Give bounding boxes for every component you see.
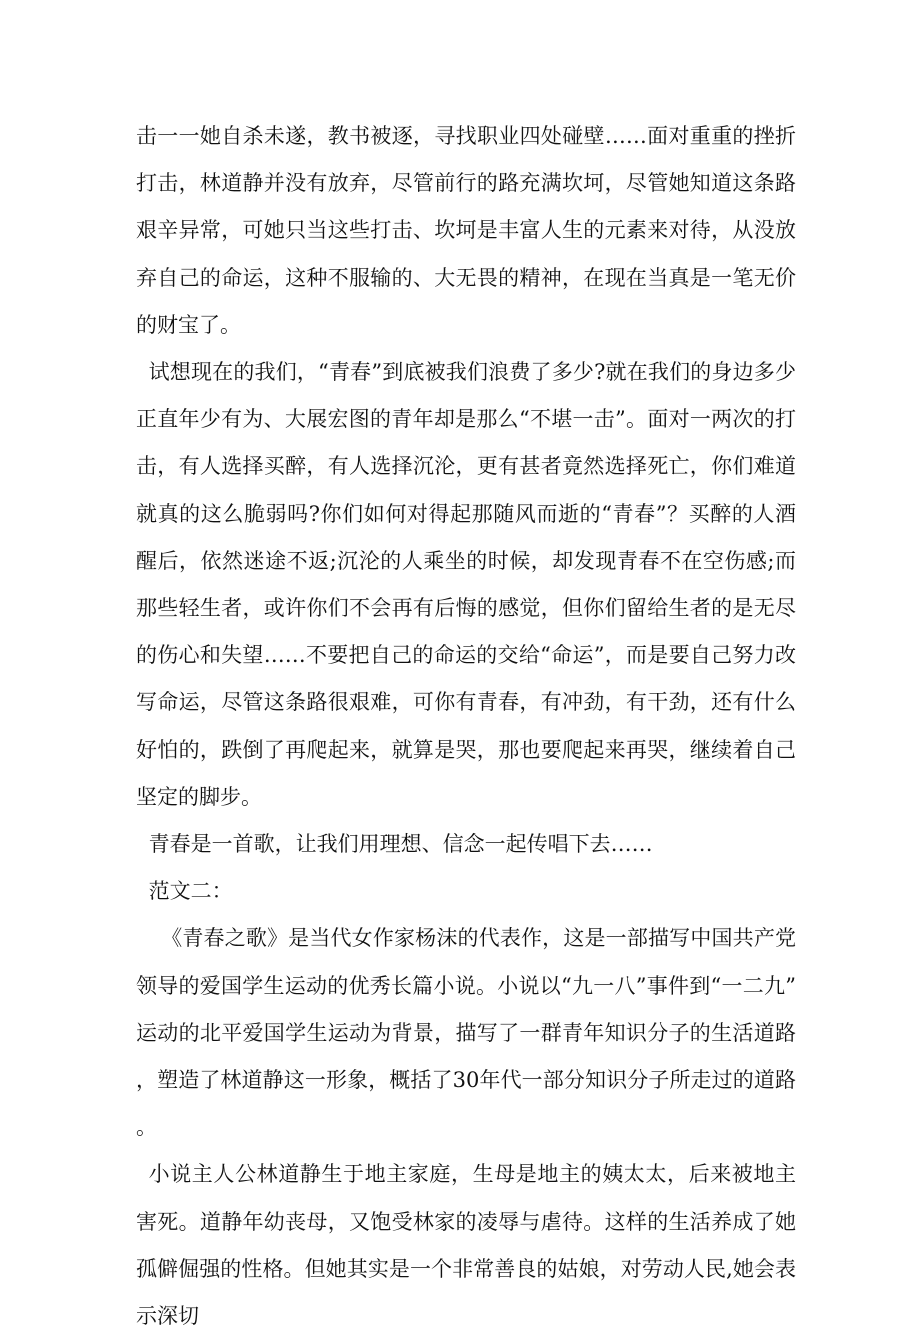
paragraph-5: 小说主人公林道静生于地主家庭，生母是地主的姨太太，后来被地主害死。道静年幼丧母，又饱受林家的凌辱与虐待。这样的生活养成了她孤僻倔强的性格。但她其实是一个非常善良的姑娘，对劳动人民,她会表示深切 — [136, 1162, 796, 1329]
paragraph-1: 击一一她自杀未遂，教书被逐，寻找职业四处碰壁……面对重重的挫折打击，林道静并没有放弃，尽管前行的路充满坎坷，尽管她知道这条路艰辛异常，可她只当这些打击、坎坷是丰富人生的元素来对待，从没放弃自己的命运，这种不服输的、大无畏的精神，在现在当真是一笔无价的财宝了。 — [136, 124, 796, 337]
paragraph-4: 《青春之歌》是当代女作家杨沫的代表作，这是一部描写中国共产党领导的爱国学生运动的优秀长篇小说。小说以“九一八”事件到“一二九”运动的北平爱国学生运动为背景，描写了一群青年知识分子的生活道路，塑造了林道静这一形象，概括了30年代一部分知识分子所走过的道路。 — [136, 926, 796, 1140]
paragraph-3: 青春是一首歌，让我们用理想、信念一起传唱下去…… — [148, 832, 653, 857]
document-body — [136, 113, 796, 1340]
section-heading: 范文二： — [148, 879, 233, 904]
paragraph-2: 试想现在的我们，“青春”到底被我们浪费了多少?就在我们的身边多少正直年少有为、大展宏图的青年却是那么“不堪一击”。面对一两次的打击，有人选择买醉，有人选择沉沦，更有甚者竟然选择死亡，你们难道就真的这么脆弱吗?你们如何对得起那随风而逝的“青春”？买醉的人酒醒后，依然迷途不返;沉沦的人乘坐的时候，却发现青春不在空伤感;而那些轻生者，或许你们不会再有后悔的感觉，但你们留给生者的是无尽的伤心和失望……不要把自己的命运的交给“命运”，而是要自己努力改写命运，尽管这条路很艰难，可你有青春，有冲劲，有干劲，还有什么好怕的，跌倒了再爬起来，就算是哭，那也要爬起来再哭，继续着自己坚定的脚步。 — [136, 360, 796, 809]
